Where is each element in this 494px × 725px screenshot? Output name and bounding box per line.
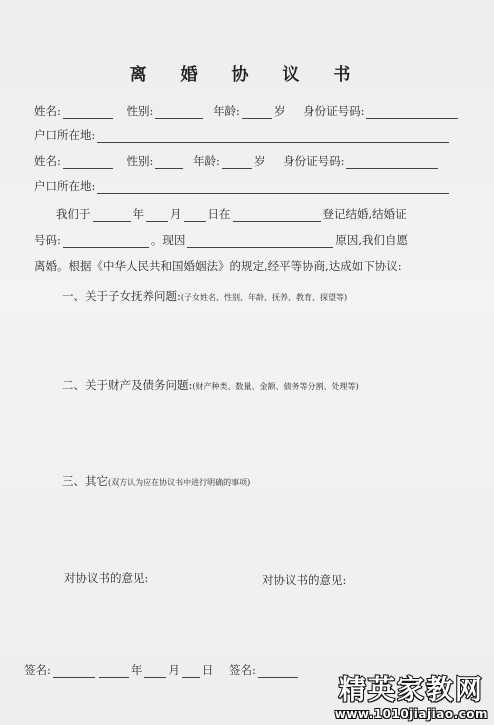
marriage-year-field[interactable]: [93, 209, 131, 222]
sign-month-field[interactable]: [144, 665, 166, 678]
intro-line-3: 离婚。根据《中华人民共和国婚姻法》的规定,经平等协商,达成如下协议:: [34, 259, 402, 273]
party2-residence-row: [34, 178, 451, 194]
section-1-title: 一、关于子女抚养问题:: [62, 289, 181, 303]
signature-label-2: 签名:: [229, 663, 256, 677]
party2-age-field[interactable]: [222, 156, 252, 169]
intro-cert-no-label: 号码:: [34, 233, 61, 247]
intro-month: 月: [170, 207, 182, 221]
intro-now-due: 。现因: [150, 233, 186, 247]
party1-age-label: 年龄:: [213, 104, 240, 118]
intro-day: 日在: [207, 207, 231, 221]
party1-id-field[interactable]: [366, 106, 458, 119]
intro-year: 年: [132, 207, 144, 221]
intro-registered: 登记结婚,结婚证: [322, 207, 407, 221]
intro-line-2: [34, 232, 408, 248]
registration-place-field[interactable]: [233, 209, 321, 222]
section-3-title: 三、其它: [62, 474, 108, 488]
watermark-brand: 精英家教网: [338, 675, 484, 706]
document-title: 离 婚 协 议 书: [129, 65, 365, 85]
party1-gender-field[interactable]: [155, 106, 203, 119]
party2-gender-field[interactable]: [155, 156, 183, 169]
section-3-note: (双方认为应在协议书中进行明确的事项): [108, 478, 251, 487]
watermark-logo: [335, 668, 488, 721]
party2-name-label: 姓名:: [34, 154, 61, 168]
sign-year: 年: [130, 663, 143, 677]
party1-residence-field[interactable]: [97, 130, 449, 143]
divorce-reason-field[interactable]: [187, 235, 333, 248]
intro-line-1: [56, 206, 407, 222]
sign-day: 日: [201, 663, 214, 677]
party1-residence-label: 户口所在地:: [34, 128, 96, 142]
opinion-right-label: 对协议书的意见:: [262, 573, 347, 587]
party2-gender-label: 性别:: [126, 154, 154, 168]
party1-info-row: [34, 103, 460, 119]
signature-field[interactable]: [53, 665, 95, 678]
sign-day-field[interactable]: [182, 665, 200, 678]
sign-month: 月: [168, 663, 180, 677]
signature-row: [24, 662, 300, 678]
party2-id-field[interactable]: [346, 156, 438, 169]
party2-info-row: [34, 153, 440, 169]
marriage-cert-no-field[interactable]: [63, 235, 149, 248]
party1-name-label: 姓名:: [34, 104, 61, 118]
party2-age-unit: 岁: [253, 154, 266, 168]
party1-name-field[interactable]: [63, 106, 113, 119]
party2-name-field[interactable]: [63, 156, 113, 169]
section-1-note: (子女姓名、性别、年龄、抚养、教育、探望等): [180, 293, 348, 302]
opinion-left-label: 对协议书的意见:: [64, 571, 149, 585]
party1-id-label: 身份证号码:: [303, 104, 365, 118]
section-2-note: (财产种类、数量、金额、债务等分割、处理等): [192, 382, 359, 391]
party1-gender-label: 性别:: [126, 104, 154, 118]
watermark-url: www.1010jiajiao.com: [334, 707, 488, 721]
marriage-day-field[interactable]: [184, 209, 206, 222]
party2-residence-field[interactable]: [97, 181, 449, 194]
party1-residence-row: [34, 127, 451, 143]
intro-reason: 原因,我们自愿: [335, 233, 409, 247]
section-other: [62, 473, 250, 489]
section-property-debt: [62, 377, 359, 393]
party2-age-label: 年龄:: [193, 154, 220, 168]
section-2-title: 二、关于财产及债务问题:: [62, 378, 193, 392]
sign-year-field[interactable]: [99, 665, 129, 678]
marriage-month-field[interactable]: [146, 209, 168, 222]
section-child-custody: [62, 288, 347, 304]
signature-label: 签名:: [24, 663, 51, 677]
party2-id-label: 身份证号码:: [283, 154, 345, 168]
signature-field-2[interactable]: [258, 665, 298, 678]
party2-residence-label: 户口所在地:: [34, 179, 96, 193]
party1-age-field[interactable]: [242, 106, 272, 119]
party1-age-unit: 岁: [273, 104, 286, 118]
intro-we-on: 我们于: [56, 207, 91, 221]
